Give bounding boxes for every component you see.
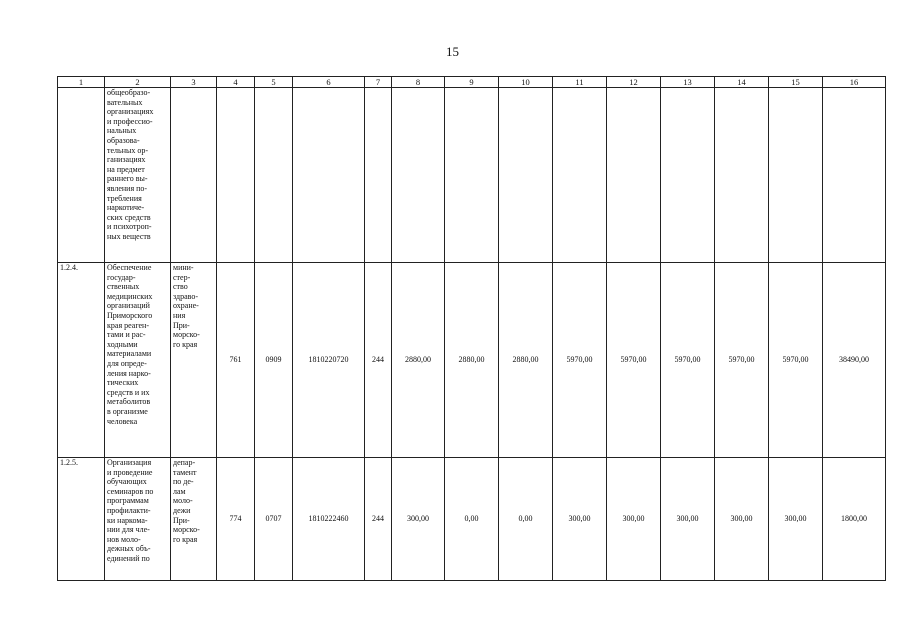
row-executor xyxy=(171,88,217,263)
column-header: 1 xyxy=(58,77,105,88)
row-cell: 300,00 xyxy=(715,458,769,581)
row-cell xyxy=(769,88,823,263)
column-number-row xyxy=(58,77,886,88)
row-cell: 5970,00 xyxy=(553,263,607,458)
row-cell: 300,00 xyxy=(769,458,823,581)
row-cell: 300,00 xyxy=(392,458,445,581)
row-cell xyxy=(365,88,392,263)
row-id: 1.2.4. xyxy=(58,263,105,458)
row-cell: 1810220720 xyxy=(293,263,365,458)
row-cell xyxy=(607,88,661,263)
row-cell xyxy=(255,88,293,263)
column-header: 6 xyxy=(293,77,365,88)
column-header: 9 xyxy=(445,77,499,88)
row-cell xyxy=(445,88,499,263)
column-header: 13 xyxy=(661,77,715,88)
row-cell: 2880,00 xyxy=(392,263,445,458)
column-header: 10 xyxy=(499,77,553,88)
row-cell xyxy=(823,88,886,263)
column-header: 4 xyxy=(217,77,255,88)
row-cell: 761 xyxy=(217,263,255,458)
page-number: 15 xyxy=(446,44,459,59)
row-cell: 300,00 xyxy=(553,458,607,581)
row-cell xyxy=(661,88,715,263)
table-row xyxy=(58,88,886,263)
column-header: 15 xyxy=(769,77,823,88)
table-row xyxy=(58,458,886,581)
row-cell: 300,00 xyxy=(661,458,715,581)
row-cell xyxy=(392,88,445,263)
row-cell: 5970,00 xyxy=(769,263,823,458)
row-cell: 2880,00 xyxy=(499,263,553,458)
column-header: 3 xyxy=(171,77,217,88)
row-cell xyxy=(293,88,365,263)
row-cell: 1810222460 xyxy=(293,458,365,581)
row-cell: 5970,00 xyxy=(661,263,715,458)
row-cell: 1800,00 xyxy=(823,458,886,581)
row-cell: 0,00 xyxy=(445,458,499,581)
row-cell xyxy=(499,88,553,263)
row-cell: 0909 xyxy=(255,263,293,458)
row-cell: 0,00 xyxy=(499,458,553,581)
row-cell xyxy=(715,88,769,263)
column-header: 16 xyxy=(823,77,886,88)
row-cell: 774 xyxy=(217,458,255,581)
row-cell: 5970,00 xyxy=(607,263,661,458)
row-description: Организация и проведение обучающих семинаров по программам профилакти- ки наркома- нии для чле- нов моло- дежных объ- единений по xyxy=(105,458,171,581)
table-row xyxy=(58,263,886,458)
row-cell xyxy=(217,88,255,263)
row-description: общеобразо- вательных организациях и профессио- нальных образова- тельных ор- ганизациях на предмет раннего вы- явления по- требления наркотиче- ских средств и психотроп- ных веществ xyxy=(105,88,171,263)
column-header: 5 xyxy=(255,77,293,88)
row-cell: 5970,00 xyxy=(715,263,769,458)
column-header: 11 xyxy=(553,77,607,88)
row-id: 1.2.5. xyxy=(58,458,105,581)
row-executor: мини- стер- ство здраво- охране- ния При- морско- го края xyxy=(171,263,217,458)
row-cell: 2880,00 xyxy=(445,263,499,458)
row-id xyxy=(58,88,105,263)
row-cell: 38490,00 xyxy=(823,263,886,458)
budget-table xyxy=(57,76,886,581)
row-cell: 244 xyxy=(365,458,392,581)
row-description: Обеспечение государ- ственных медицинских организаций Приморского края реаген- тами и рас- ходными материалами для опреде- ления нарко- тических средств и их метаболитов в организме человека xyxy=(105,263,171,458)
row-cell: 0707 xyxy=(255,458,293,581)
row-cell xyxy=(553,88,607,263)
column-header: 14 xyxy=(715,77,769,88)
column-header: 7 xyxy=(365,77,392,88)
row-executor: депар- тамент по де- лам моло- дежи При- морско- го края xyxy=(171,458,217,581)
row-cell: 244 xyxy=(365,263,392,458)
row-cell: 300,00 xyxy=(607,458,661,581)
column-header: 8 xyxy=(392,77,445,88)
column-header: 12 xyxy=(607,77,661,88)
column-header: 2 xyxy=(105,77,171,88)
